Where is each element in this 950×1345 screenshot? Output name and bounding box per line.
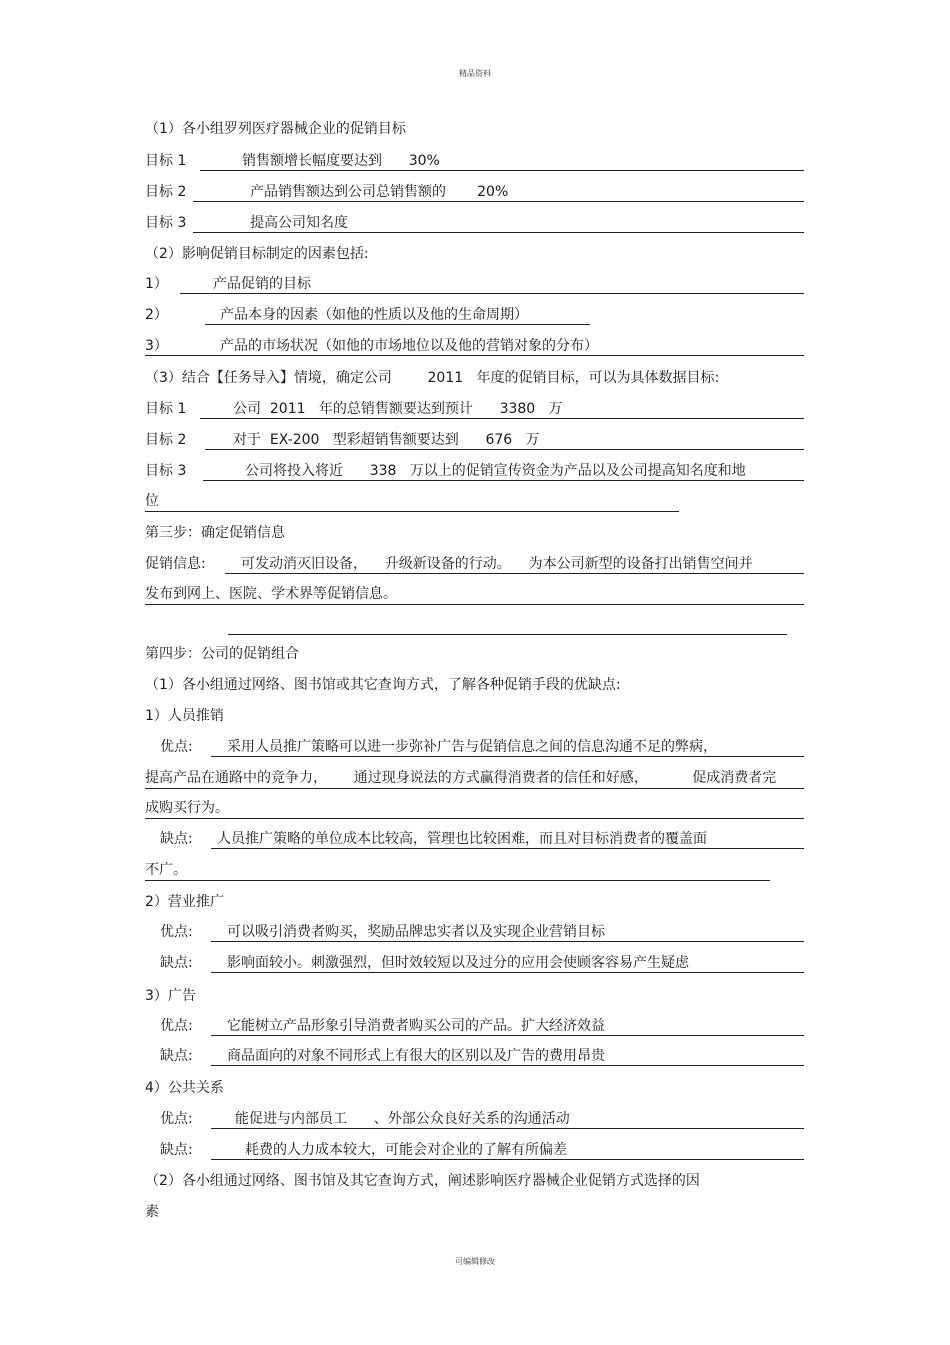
goal3-field: 提高公司知名度: [193, 213, 804, 233]
step4-sub2-line1: （2）各小组通过网络、图书馆及其它查询方式，阐述影响医疗器械企业促销方式选择的因: [145, 1173, 700, 1189]
step4-sub1: （1）各小组通过网络、图书馆或其它查询方式，了解各种促销手段的优缺点:: [145, 677, 621, 693]
p3-title: 3）广告: [145, 988, 196, 1004]
target2-label: 目标 2: [145, 432, 187, 448]
p1-dis-line2: 不广。: [145, 860, 770, 881]
p2-dis-label: 缺点:: [160, 955, 193, 971]
target3-continuation: 位: [145, 491, 679, 512]
p4-dis-field: 耗费的人力成本较大，可能会对企业的了解有所偏差: [211, 1140, 804, 1160]
step4-sub2-line2: 素: [145, 1204, 159, 1220]
p3-adv-label: 优点:: [160, 1018, 193, 1034]
target1-field: 公司 2011 年的总销售额要达到预计 3380 万: [200, 399, 804, 419]
factor1-field: 产品促销的目标: [180, 274, 804, 294]
p3-adv-field: 它能树立产品形象引导消费者购买公司的产品。扩大经济效益: [211, 1016, 804, 1036]
p4-dis-label: 缺点:: [160, 1142, 193, 1158]
goal2-label: 目标 2: [145, 184, 187, 200]
p2-adv-label: 优点:: [160, 924, 193, 940]
p2-adv-field: 可以吸引消费者购买，奖励品牌忠实者以及实现企业营销目标: [211, 922, 804, 942]
factor3-label: 3）: [145, 338, 168, 354]
target2-field: 对于 EX-200 型彩超销售额要达到 676 万: [205, 430, 804, 450]
p3-dis-field: 商品面向的对象不同形式上有很大的区别以及广告的费用昂贵: [211, 1046, 804, 1066]
goal1-field: 销售额增长幅度要达到 30%: [200, 151, 804, 171]
factor2-field: 产品本身的因素（如他的性质以及他的生命周期）: [205, 305, 590, 325]
step4-title: 第四步：公司的促销组合: [145, 646, 299, 662]
sec2-title: （2）影响促销目标制定的因素包括:: [145, 246, 369, 262]
page-header: 精品资料: [459, 69, 491, 78]
p4-adv-label: 优点:: [160, 1111, 193, 1127]
goal3-label: 目标 3: [145, 215, 187, 231]
step3-title: 第三步：确定促销信息: [145, 525, 285, 541]
p4-title: 4）公共关系: [145, 1080, 224, 1096]
target3-label: 目标 3: [145, 463, 187, 479]
p1-dis-label: 缺点:: [160, 831, 193, 847]
p1-adv-line1: 采用人员推广策略可以进一步弥补广告与促销信息之间的信息沟通不足的弊病，: [211, 737, 804, 757]
promo-info-label: 促销信息:: [145, 556, 206, 572]
p3-dis-label: 缺点:: [160, 1048, 193, 1064]
p1-adv-label: 优点:: [160, 739, 193, 755]
factor1-label: 1）: [145, 276, 168, 292]
p4-adv-field: 能促进与内部员工 、外部公众良好关系的沟通活动: [211, 1109, 804, 1129]
p2-dis-field: 影响面较小。刺激强烈，但时效较短以及过分的应用会使顾客容易产生疑虑: [211, 953, 804, 973]
promo-info-line2: 发布到网上、医院、学术界等促销信息。: [145, 584, 804, 605]
target1-label: 目标 1: [145, 401, 187, 417]
page-footer: 可编辑修改: [455, 1257, 495, 1266]
target3-field: 公司将投入将近 338 万以上的促销宣传资金为产品以及公司提高知名度和地: [203, 461, 804, 481]
factor2-label: 2）: [145, 307, 168, 323]
goal2-field: 产品销售额达到公司总销售额的 20%: [193, 182, 804, 202]
goal1-label: 目标 1: [145, 153, 187, 169]
sec3-title: （3）结合【任务导入】情境，确定公司 2011 年度的促销目标，可以为具体数据目标:: [145, 370, 720, 386]
factor3-field: 产品的市场状况（如他的市场地位以及他的营销对象的分布）: [145, 336, 804, 356]
sec1-title: （1）各小组罗列医疗器械企业的促销目标: [145, 121, 406, 137]
p1-adv-line3: 成购买行为。: [145, 798, 804, 819]
p1-title: 1）人员推销: [145, 708, 224, 724]
p1-dis-line1: 人员推广策略的单位成本比较高，管理也比较困难，而且对目标消费者的覆盖面: [211, 829, 804, 849]
promo-info-line1: 可发动消灭旧设备， 升级新设备的行动。 为本公司新型的设备打出销售空间并: [225, 554, 804, 574]
p1-adv-line2: 提高产品在通路中的竞争力， 通过现身说法的方式赢得消费者的信任和好感， 促成消费者完: [145, 768, 804, 789]
blank-answer-line: [228, 634, 787, 635]
p2-title: 2）营业推广: [145, 894, 224, 910]
